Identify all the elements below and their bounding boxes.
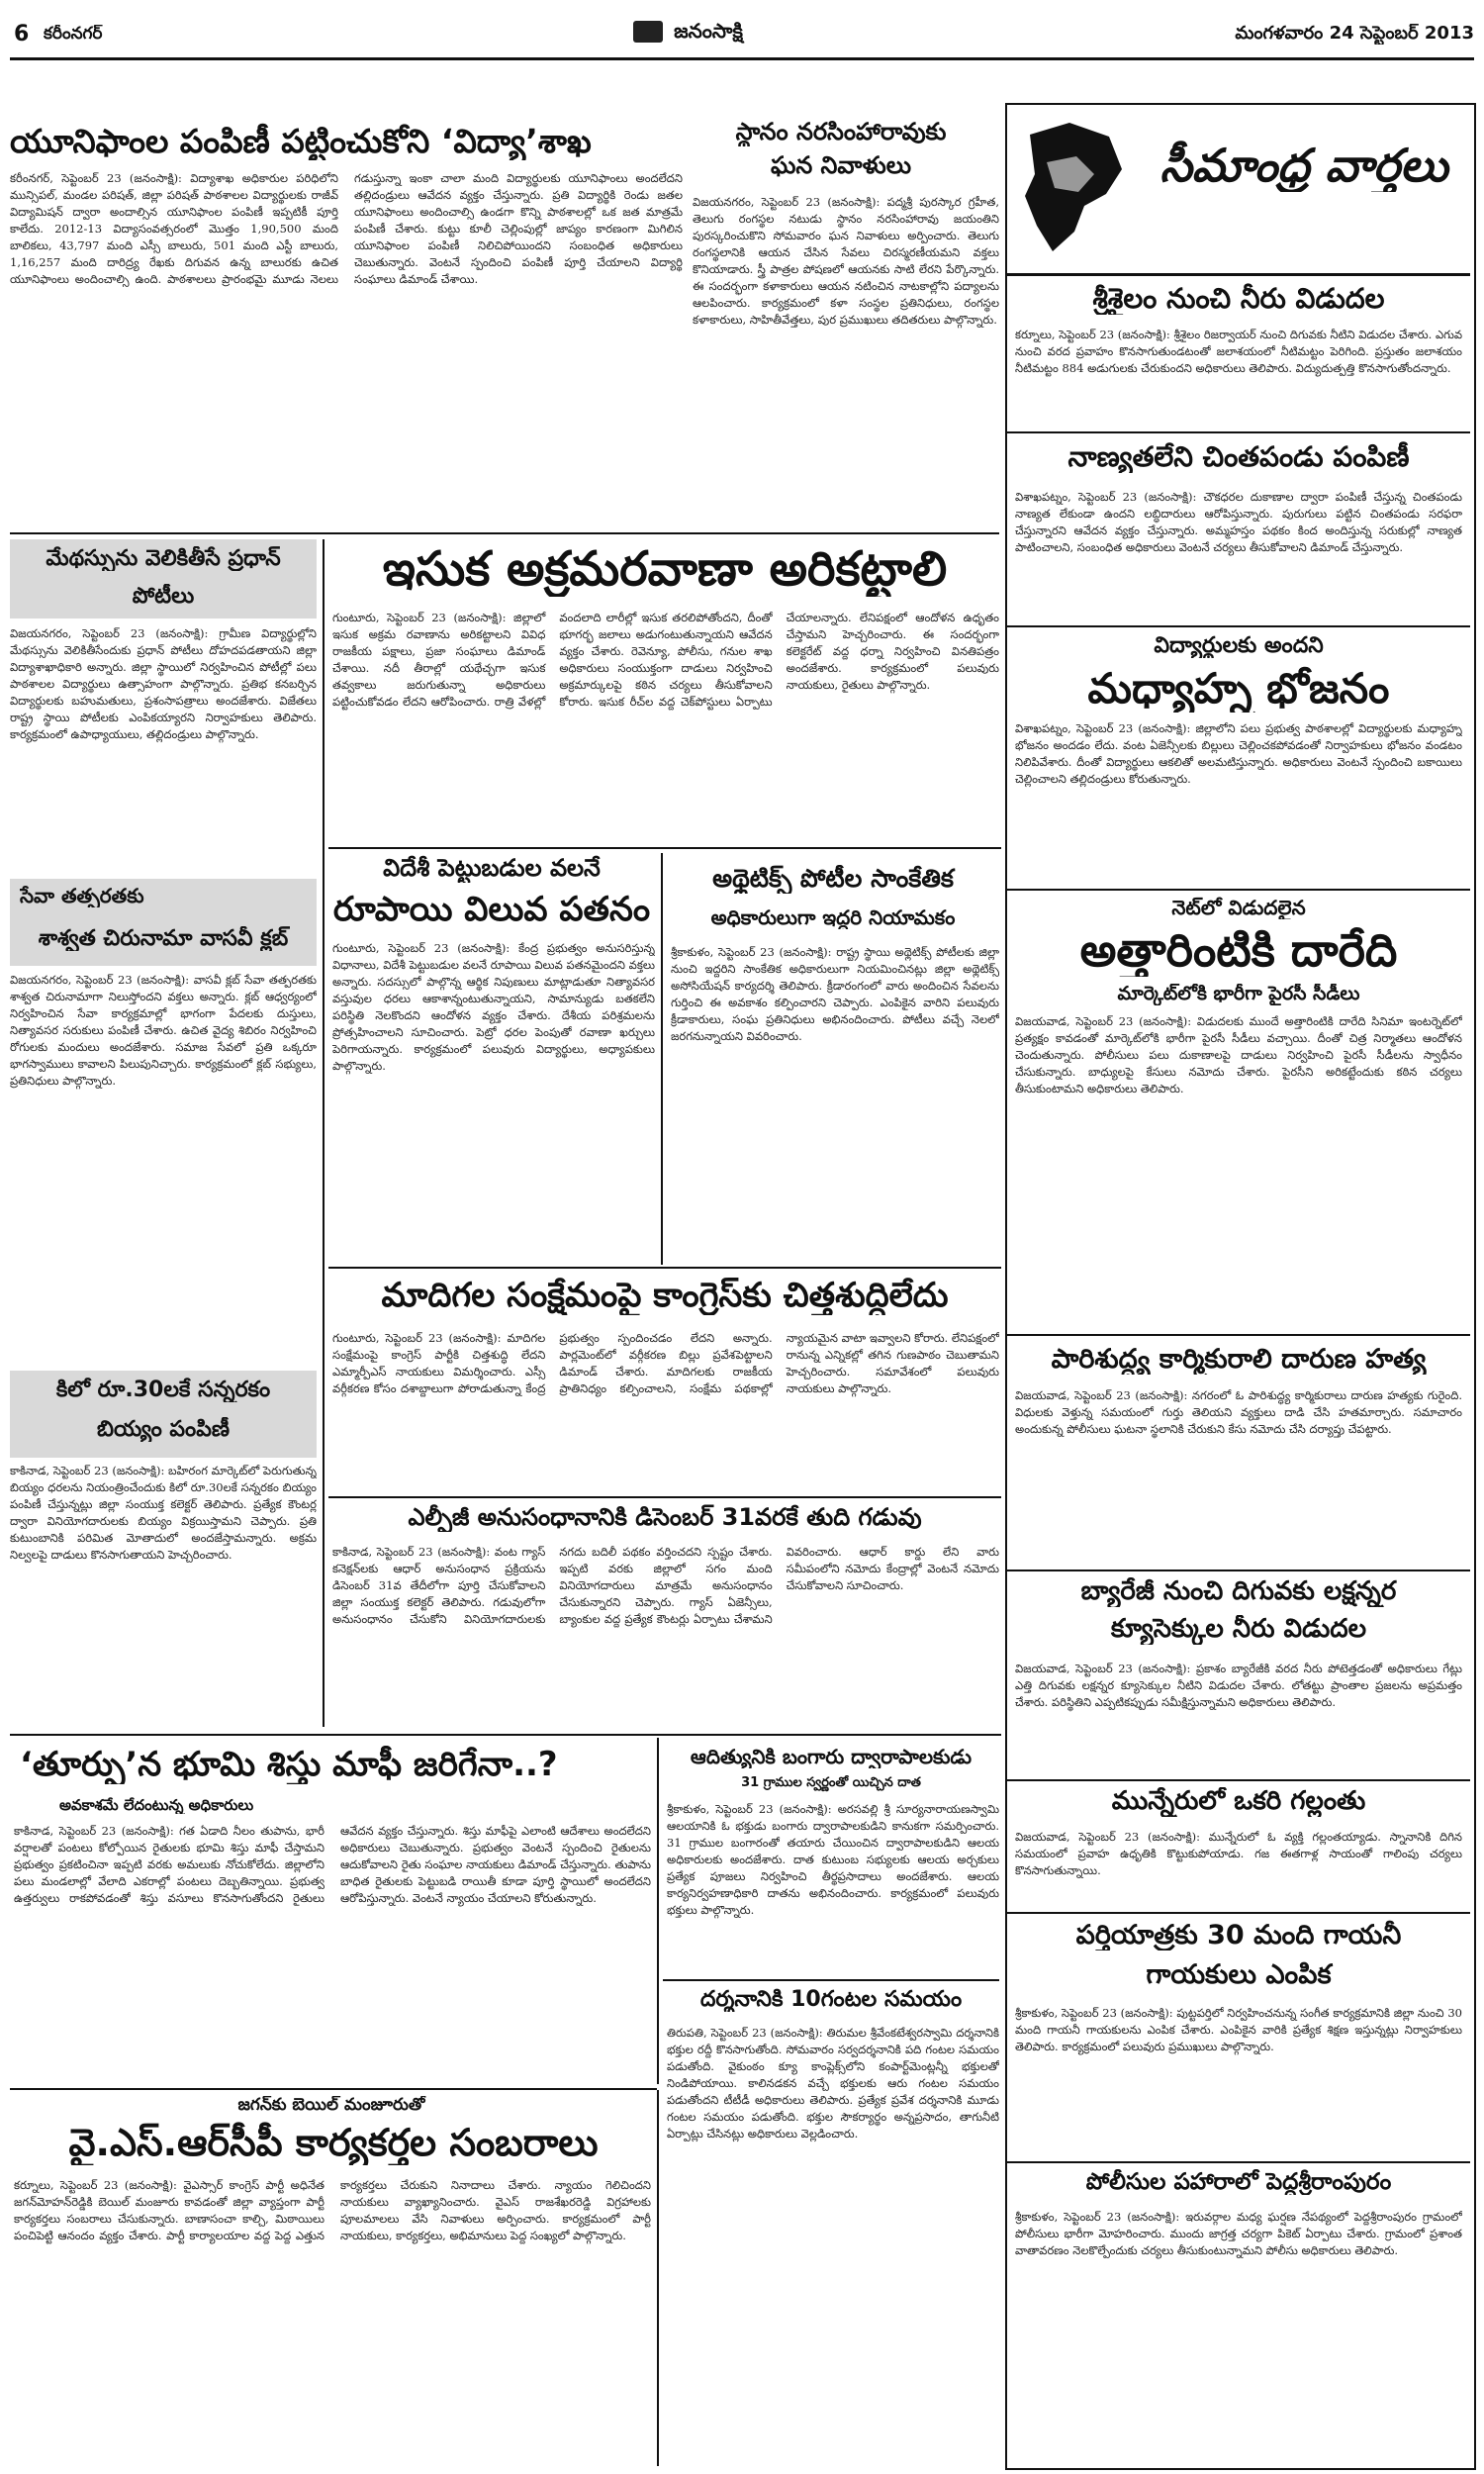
article-body-police: శ్రీకాకుళం, సెప్టెంబర్ 23 (జనంసాక్షి): ఇరువర్గాల మధ్య ఘర్షణ నేపథ్యంలో పెద్దశ్రీరాంపురం గ్రామంలో పోలీసులు భారీగా మోహరించారు. ముందు జాగ్రత్త చర్యగా పికెట్ ఏర్పాటు చేశారు. గ్రామంలో ప్రశాంత వాతావరణం నెలకొల్పేందుకు చర్యలు తీసుకుంటున్నామని పోలీసు అధికారులు తెలిపారు. xyxy=(1015,2210,1462,2258)
divider xyxy=(328,1496,1001,1498)
logo-icon xyxy=(633,21,663,43)
divider xyxy=(1007,2161,1470,2163)
headline-athletics-1: అథ్లెటిక్స్ పోటీల సాంకేతిక xyxy=(712,865,954,893)
headline-tamarind: నాణ్యతలేని చింతపండు పంపిణీ xyxy=(1067,441,1410,473)
headline-darshan: దర్శనానికి 10గంటల సమయం xyxy=(699,1987,963,2012)
andhra-map-icon xyxy=(1015,115,1134,263)
divider xyxy=(1007,1570,1470,1571)
headline-lpg: ఎల్పీజీ అనుసంధానానికి డిసెంబర్ 31వరకే తుది గడువు xyxy=(408,1504,922,1531)
sidebar-banner-title: సీమాంధ్ర వార్తలు xyxy=(1159,140,1448,192)
headline-rupee-2: రూపాయి విలువ పతనం xyxy=(332,891,651,929)
divider xyxy=(663,1979,999,1981)
headline-madiga: మాదిగల సంక్షేమంపై కాంగ్రెస్‌కు చిత్తశుద్ధిలేదు xyxy=(381,1277,949,1315)
masthead xyxy=(0,0,1484,59)
article-body-athletics: శ్రీకాకుళం, సెప్టెంబర్ 23 (జనంసాక్షి): రాష్ట్ర స్థాయి అథ్లెటిక్స్ పోటీలకు జిల్లా నుంచి ఇద్దరిని సాంకేతిక అధికారులుగా నియమించినట్లు జిల్లా అథ్లెటిక్స్ అసోసియేషన్ కార్యదర్శి తెలిపారు. క్రీడారంగంలో వారు అందించిన సేవలను గుర్తించి ఈ అవకాశం కల్పించారని చెప్పారు. ఎంపికైన వారిని పలువురు క్రీడాకారులు, సంఘ ప్రతినిధులు అభినందించారు. పోటీలు వచ్చే నెలలో జరగనున్నాయని వివరించారు. xyxy=(671,945,999,1044)
headline-police: పోలీసుల పహారాలో పెద్దశ్రీరాంపురం xyxy=(1085,2169,1392,2195)
edition-name: కరీంనగర్ xyxy=(44,25,103,44)
kicker-ysrcp: జగన్‌కు బెయిల్ మంజూరుతో xyxy=(237,2096,425,2115)
article-body-piracy: విజయవాడ, సెప్టెంబర్ 23 (జనంసాక్షి): విడుదలకు ముందే అత్తారింటికి దారేది సినిమా ఇంటర్నెట్‌లో ప్రత్యక్షం కావడంతో మార్కెట్‌లోకి భారీగా పైరసీ సీడీలు వచ్చాయి. దీంతో చిత్ర నిర్మాతలు ఆందోళన చెందుతున్నారు. పోలీసులు పలు దుకాణాలపై దాడులు నిర్వహించి పైరసీ సీడీలను స్వాధీనం చేసుకున్నారు. బాధ్యులపై కేసులు నమోదు చేశారు. పైరసీని అరికట్టేందుకు కఠిన చర్యలు తీసుకుంటామని అధికారులు తెలిపారు. xyxy=(1015,1014,1462,1096)
divider xyxy=(10,532,999,534)
headline-temple-1: ఆదిత్యునికి బంగారు ద్వారాపాలకుడు xyxy=(690,1746,973,1768)
article-body-munneru: విజయవాడ, సెప్టెంబర్ 23 (జనంసాక్షి): మున్నేరులో ఓ వ్యక్తి గల్లంతయ్యాడు. స్నానానికి దిగిన సమయంలో ప్రవాహ ఉధృతికి కొట్టుకుపోయాడు. గజ ఈతగాళ్ల సాయంతో గాలింపు చర్యలు కొనసాగుతున్నాయి. xyxy=(1015,1830,1462,1878)
headline-vasavi-1: సేవా తత్పరతకు xyxy=(20,885,144,907)
column-rule xyxy=(661,853,663,1265)
article-body-srisailam: కర్నూలు, సెప్టెంబర్ 23 (జనంసాక్షి): శ్రీశైలం రిజర్వాయర్ నుంచి దిగువకు నీటిని విడుదల చేశారు. ఎగువ నుంచి వరద ప్రవాహం కొనసాగుతుండటంతో జలాశయంలో నీటిమట్టం పెరిగింది. ప్రస్తుతం జలాశయం నీటిమట్టం 884 అడుగులకు చేరుకుందని అధికారులు తెలిపారు. విద్యుదుత్పత్తి కొనసాగుతోందన్నారు. xyxy=(1015,328,1462,376)
divider xyxy=(10,2088,657,2090)
divider xyxy=(10,1734,1001,1736)
article-body-meals: విశాఖపట్నం, సెప్టెంబర్ 23 (జనంసాక్షి): జిల్లాలోని పలు ప్రభుత్వ పాఠశాలల్లో విద్యార్థులకు మధ్యాహ్న భోజనం అందడం లేదు. వంట ఏజెన్సీలకు బిల్లులు చెల్లించకపోవడంతో నిర్వాహకులు భోజనం వండటం నిలిపివేశారు. దీంతో విద్యార్థులు ఆకలితో అలమటిస్తున్నారు. అధికారులు వెంటనే స్పందించి బకాయిలు చెల్లించాలని తల్లిదండ్రులు కోరుతున్నారు. xyxy=(1015,721,1462,787)
divider xyxy=(1007,431,1470,433)
headline-ysrcp: వై.ఎస్.ఆర్‌సీపీ కార్యకర్తల సంబరాలు xyxy=(68,2122,599,2164)
divider xyxy=(1007,1912,1470,1914)
article-body-vasavi: విజయనగరం, సెప్టెంబర్ 23 (జనంసాక్షి): వాసవీ క్లబ్ సేవా తత్పరతకు శాశ్వత చిరునామాగా నిలుస్తోందని వక్తలు అన్నారు. క్లబ్ ఆధ్వర్యంలో నిర్వహించిన సేవా కార్యక్రమాల్లో భాగంగా పేదలకు దుస్తులు, నిత్యావసర సరుకులు పంపిణీ చేశారు. ఉచిత వైద్య శిబిరం నిర్వహించి రోగులకు మందులు అందజేశారు. సమాజ సేవలో ప్రతి ఒక్కరూ భాగస్వాములు కావాలని పిలుపునిచ్చారు. కార్యక్రమంలో క్లబ్ సభ్యులు, ప్రతినిధులు పాల్గొన్నారు. xyxy=(10,973,317,1089)
article-body-land-tax: కాకినాడ, సెప్టెంబర్ 23 (జనంసాక్షి): గత ఏడాది నీలం తుపాను, భారీ వర్షాలతో పంటలు కోల్పోయిన రైతులకు భూమి శిస్తు మాఫీ చేస్తామని ప్రభుత్వం ప్రకటించినా ఇప్పటి వరకు అమలుకు నోచుకోలేదు. జిల్లాలోని పలు మండలాల్లో వేలాది ఎకరాల్లో పంటలు దెబ్బతిన్నాయి. ప్రభుత్వ ఉత్తర్వులు రాకపోవడంతో శిస్తు వసూలు కొనసాగుతోందని రైతులు ఆవేదన వ్యక్తం చేస్తున్నారు. శిస్తు మాఫీపై ఎలాంటి ఆదేశాలు అందలేదని అధికారులు చెబుతున్నారు. ప్రభుత్వం వెంటనే స్పందించి రైతులను ఆదుకోవాలని రైతు సంఘాల నాయకులు డిమాండ్ చేస్తున్నారు. తుపాను బాధిత రైతులకు పెట్టుబడి రాయితీ కూడా పూర్తి స్థాయిలో అందలేదని ఆరోపిస్తున్నారు. వెంటనే న్యాయం చేయాలని కోరుతున్నారు. xyxy=(14,1824,651,1906)
logo-text: జనంసాక్షి xyxy=(674,20,743,43)
headline-athletics-2: అధికారులుగా ఇద్దరి నియామకం xyxy=(710,906,956,929)
sidebar-banner xyxy=(1007,105,1470,276)
headline-barrage-2: క్యూసెక్కుల నీరు విడుదల xyxy=(1110,1615,1367,1644)
column-rule xyxy=(323,539,325,1727)
article-body-barrage: విజయవాడ, సెప్టెంబర్ 23 (జనంసాక్షి): ప్రకాశం బ్యారేజీకి వరద నీరు పోటెత్తడంతో అధికారులు గేట్లు ఎత్తి దిగువకు లక్షన్నర క్యూసెక్కుల నీటిని విడుదల చేశారు. లోతట్టు ప్రాంతాల ప్రజలను అప్రమత్తం చేశారు. పరిస్థితిని ఎప్పటికప్పుడు సమీక్షిస్తున్నామని అధికారులు తెలిపారు. xyxy=(1015,1662,1462,1710)
subhead-land-tax: అవకాశమే లేదంటున్న అధికారులు xyxy=(59,1797,254,1814)
headline-singers-2: గాయకులు ఎంపిక xyxy=(1146,1959,1332,1990)
divider xyxy=(1007,889,1470,891)
article-body-sand: గుంటూరు, సెప్టెంబర్ 23 (జనంసాక్షి): జిల్లాలో ఇసుక అక్రమ రవాణాను అరికట్టాలని వివిధ రాజకీయ పక్షాలు, ప్రజా సంఘాలు డిమాండ్ చేశాయి. నదీ తీరాల్లో యథేచ్ఛగా ఇసుక తవ్వకాలు జరుగుతున్నా అధికారులు పట్టించుకోవడం లేదని ఆరోపించారు. రాత్రి వేళల్లో వందలాది లారీల్లో ఇసుక తరలిపోతోందని, దీంతో భూగర్భ జలాలు అడుగంటుతున్నాయని ఆవేదన వ్యక్తం చేశారు. రెవెన్యూ, పోలీసు, గనుల శాఖ అధికారులు సంయుక్తంగా దాడులు నిర్వహించి అక్రమార్కులపై కఠిన చర్యలు తీసుకోవాలని కోరారు. ఇసుక రీచ్‌ల వద్ద చెక్‌పోస్టులు ఏర్పాటు చేయాలన్నారు. లేనిపక్షంలో ఆందోళన ఉధృతం చేస్తామని హెచ్చరించారు. ఈ సందర్భంగా కలెక్టరేట్ వద్ద ధర్నా నిర్వహించి వినతిపత్రం అందజేశారు. కార్యక్రమంలో పలువురు నాయకులు, రైతులు పాల్గొన్నారు. xyxy=(332,611,999,710)
kicker-piracy: నెట్‌లో విడుదలైన xyxy=(1171,897,1306,919)
headline-sand: ఇసుక అక్రమరవాణా అరికట్టాలి xyxy=(382,542,948,597)
divider xyxy=(1007,1779,1470,1781)
headline-rice-1: కిలో రూ.30లకే సన్నరకం xyxy=(55,1378,271,1402)
divider xyxy=(1007,1334,1470,1336)
article-body-pradhan: విజయనగరం, సెప్టెంబర్ 23 (జనంసాక్షి): గ్రామీణ విద్యార్థుల్లోని మేథస్సును వెలికితీసేందుకు ప్రధాన్ పోటీలు దోహదపడతాయని జిల్లా విద్యాశాఖాధికారి అన్నారు. జిల్లా స్థాయిలో నిర్వహించిన పోటీల్లో పలు పాఠశాలల విద్యార్థులు ఉత్సాహంగా పాల్గొన్నారు. ప్రతిభ కనబర్చిన విద్యార్థులకు బహుమతులు, ప్రశంసాపత్రాలు అందజేశారు. విజేతలు రాష్ట్ర స్థాయి పోటీలకు ఎంపికయ్యారని నిర్వాహకులు తెలిపారు. కార్యక్రమంలో ఉపాధ్యాయులు, తల్లిదండ్రులు పాల్గొన్నారు. xyxy=(10,626,317,742)
page-number: 6 xyxy=(14,22,30,47)
article-body-madiga: గుంటూరు, సెప్టెంబర్ 23 (జనంసాక్షి): మాదిగల సంక్షేమంపై కాంగ్రెస్ పార్టీకి చిత్తశుద్ధి లేదని ఎమ్మార్పీఎస్ నాయకులు విమర్శించారు. ఎస్సీ వర్గీకరణ కోసం దశాబ్దాలుగా పోరాడుతున్నా కేంద్ర ప్రభుత్వం స్పందించడం లేదని అన్నారు. పార్లమెంట్‌లో వర్గీకరణ బిల్లు ప్రవేశపెట్టాలని డిమాండ్ చేశారు. మాదిగలకు రాజకీయ ప్రాతినిధ్యం కల్పించాలని, సంక్షేమ పథకాల్లో న్యాయమైన వాటా ఇవ్వాలని కోరారు. లేనిపక్షంలో రానున్న ఎన్నికల్లో తగిన గుణపాఠం చెబుతామని హెచ్చరించారు. సమావేశంలో పలువురు నాయకులు పాల్గొన్నారు. xyxy=(332,1331,999,1396)
headline-murder: పారిశుద్ధ్య కార్మికురాలి దారుణ హత్య xyxy=(1051,1344,1427,1375)
article-body-tamarind: విశాఖపట్నం, సెప్టెంబర్ 23 (జనంసాక్షి): చౌకధరల దుకాణాల ద్వారా పంపిణీ చేస్తున్న చింతపండు నాణ్యత లేకుండా ఉందని లబ్ధిదారులు ఆరోపిస్తున్నారు. పురుగులు పట్టిన చింతపండు సరఫరా చేస్తున్నారని ఆవేదన వ్యక్తం చేస్తున్నారు. అమ్మహస్తం పథకం కింద అందిస్తున్న సరుకుల్లో నాణ్యత పాటించాలని, సంబంధిత అధికారులు వెంటనే చర్యలు తీసుకోవాలని డిమాండ్ చేస్తున్నారు. xyxy=(1015,490,1462,555)
subhead-piracy: మార్కెట్‌లోకి భారీగా పైరసీ సీడీలు xyxy=(1117,984,1360,1004)
headline-land-tax: ‘తూర్పు’న భూమి శిస్తు మాఫీ జరిగేనా..? xyxy=(20,1746,558,1784)
headline-pradhan-1: మేథస్సును వెలికితీసే ప్రధాన్ xyxy=(46,546,281,571)
article-body-rupee: గుంటూరు, సెప్టెంబర్ 23 (జనంసాక్షి): కేంద్ర ప్రభుత్వం అనుసరిస్తున్న విధానాలు, విదేశీ పెట్టుబడుల వలనే రూపాయి విలువ పతనమైందని వక్తలు అన్నారు. సదస్సులో పాల్గొన్న ఆర్థిక నిపుణులు మాట్లాడుతూ నిత్యావసర వస్తువుల ధరలు ఆకాశాన్నంటుతున్నాయని, సామాన్యుడు బతకలేని పరిస్థితి నెలకొందని ఆందోళన వ్యక్తం చేశారు. దేశీయ పరిశ్రమలను ప్రోత్సహించాలని సూచించారు. పెట్రో ధరల పెంపుతో రవాణా ఖర్చులు పెరిగాయన్నారు. కార్యక్రమంలో పలువురు విద్యార్థులు, అధ్యాపకులు పాల్గొన్నారు. xyxy=(332,941,655,1074)
article-body-temple: శ్రీకాకుళం, సెప్టెంబర్ 23 (జనంసాక్షి): అరసవల్లి శ్రీ సూర్యనారాయణస్వామి ఆలయానికి ఓ భక్తుడు బంగారు ద్వారాపాలకుడిని కానుకగా సమర్పించారు. 31 గ్రాముల బంగారంతో తయారు చేయించిన ద్వారాపాలకుడిని ఆలయ అధికారులకు అందజేశారు. దాత కుటుంబ సభ్యులకు ఆలయ అర్చకులు ప్రత్యేక పూజలు నిర్వహించి తీర్థప్రసాదాలు అందజేశారు. ఆలయ కార్యనిర్వహణాధికారి దాతను అభినందించారు. కార్యక్రమంలో పలువురు భక్తులు పాల్గొన్నారు. xyxy=(667,1802,999,1918)
divider xyxy=(1007,625,1470,627)
article-body-sthanam: విజయనగరం, సెప్టెంబర్ 23 (జనంసాక్షి): పద్మశ్రీ పురస్కార గ్రహీత, తెలుగు రంగస్థల నటుడు స్థానం నరసింహారావు జయంతిని పురస్కరించుకొని సోమవారం ఘన నివాళులు అర్పించారు. తెలుగు రంగస్థలానికి ఆయన చేసిన సేవలు చిరస్మరణీయమని వక్తలు కొనియాడారు. స్త్రీ పాత్రల పోషణలో ఆయనకు సాటి లేరని పేర్కొన్నారు. ఈ సందర్భంగా కళాకారులు ఆయన నటించిన నాటకాల్లోని పద్యాలను ఆలపించారు. కార్యక్రమంలో కళా సంస్థల ప్రతినిధులు, రంగస్థల కళాకారులు, సాహితీవేత్తలు, పుర ప్రముఖులు తదితరులు పాల్గొన్నారు. xyxy=(693,195,999,328)
headline-uniforms: యూనిఫాంల పంపిణీ పట్టించుకోని ‘విద్యా’శాఖ xyxy=(10,123,592,160)
article-body-darshan: తిరుపతి, సెప్టెంబర్ 23 (జనంసాక్షి): తిరుమల శ్రీవేంకటేశ్వరస్వామి దర్శనానికి భక్తుల రద్దీ కొనసాగుతోంది. సోమవారం సర్వదర్శనానికి పది గంటల సమయం పడుతోంది. వైకుంఠం క్యూ కాంప్లెక్స్‌లోని కంపార్ట్‌మెంట్లన్నీ భక్తులతో నిండిపోయాయి. కాలినడకన వచ్చే భక్తులకు ఆరు గంటల సమయం పడుతోందని టీటీడీ అధికారులు తెలిపారు. ప్రత్యేక ప్రవేశ దర్శనానికి మూడు గంటల సమయం పడుతోంది. భక్తుల సౌకర్యార్థం అన్నప్రసాదం, తాగునీటి ఏర్పాట్లు చేసినట్లు అధికారులు వెల్లడించారు. xyxy=(667,2026,999,2141)
article-body-rice: కాకినాడ, సెప్టెంబర్ 23 (జనంసాక్షి): బహిరంగ మార్కెట్‌లో పెరుగుతున్న బియ్యం ధరలను నియంత్రించేందుకు కిలో రూ.30లకే సన్నరకం బియ్యం పంపిణీ చేస్తున్నట్లు జిల్లా సంయుక్త కలెక్టర్ తెలిపారు. ప్రత్యేక కౌంటర్ల ద్వారా వినియోగదారులకు బియ్యం విక్రయిస్తామని చెప్పారు. ప్రతి కుటుంబానికి పరిమిత మోతాదులో అందజేస్తామన్నారు. అక్రమ నిల్వలపై దాడులు కొనసాగుతాయని హెచ్చరించారు. xyxy=(10,1464,317,1563)
headline-rice-2: బియ్యం పంపిణీ xyxy=(96,1417,231,1442)
headline-barrage-1: బ్యారేజీ నుంచి దిగువకు లక్షన్నర xyxy=(1080,1577,1397,1606)
headline-rupee-1: విదేశీ పెట్టుబడుల వలనే xyxy=(383,855,601,882)
headline-temple-2: 31 గ్రాముల స్వర్ణంతో యిచ్చిన దాత xyxy=(741,1775,921,1790)
headline-vasavi-2: శాశ్వత చిరునామా వాసవీ క్లబ్ xyxy=(38,926,289,951)
article-body-ysrcp: కర్నూలు, సెప్టెంబర్ 23 (జనంసాక్షి): వైఎస్సార్ కాంగ్రెస్ పార్టీ అధినేత జగన్‌మోహన్‌రెడ్డికి బెయిల్ మంజూరు కావడంతో జిల్లా వ్యాప్తంగా పార్టీ కార్యకర్తలు సంబరాలు చేసుకున్నారు. బాణాసంచా కాల్చి, మిఠాయిలు పంచిపెట్టి ఆనందం వ్యక్తం చేశారు. పార్టీ కార్యాలయాల వద్ద పెద్ద ఎత్తున కార్యకర్తలు చేరుకుని నినాదాలు చేశారు. న్యాయం గెలిచిందని నాయకులు వ్యాఖ్యానించారు. వైఎస్ రాజశేఖరరెడ్డి విగ్రహాలకు పూలమాలలు వేసి నివాళులు అర్పించారు. కార్యక్రమంలో పార్టీ నాయకులు, కార్యకర్తలు, అభిమానులు పెద్ద సంఖ్యలో పాల్గొన్నారు. xyxy=(14,2178,651,2243)
headline-meals-2: మధ్యాహ్న భోజనం xyxy=(1087,665,1390,713)
headline-meals-1: విద్యార్థులకు అందని xyxy=(1154,633,1324,658)
article-body-lpg: కాకినాడ, సెప్టెంబర్ 23 (జనంసాక్షి): వంట గ్యాస్ కనెక్షన్‌లకు ఆధార్ అనుసంధాన ప్రక్రియను డిసెంబర్ 31వ తేదీలోగా పూర్తి చేసుకోవాలని జిల్లా సంయుక్త కలెక్టర్ తెలిపారు. గడువులోగా అనుసంధానం చేసుకోని వినియోగదారులకు నగదు బదిలీ పథకం వర్తించదని స్పష్టం చేశారు. ఇప్పటి వరకు జిల్లాలో సగం మంది వినియోగదారులు మాత్రమే అనుసంధానం చేసుకున్నారని చెప్పారు. గ్యాస్ ఏజెన్సీలు, బ్యాంకుల వద్ద ప్రత్యేక కౌంటర్లు ఏర్పాటు చేశామని వివరించారు. ఆధార్ కార్డు లేని వారు సమీపంలోని నమోదు కేంద్రాల్లో వెంటనే నమోదు చేసుకోవాలని సూచించారు. xyxy=(332,1545,999,1627)
divider xyxy=(328,847,1001,849)
column-rule xyxy=(657,1738,659,2084)
column-rule xyxy=(657,2090,659,2466)
article-body-singers: శ్రీకాకుళం, సెప్టెంబర్ 23 (జనంసాక్షి): పుట్టపర్తిలో నిర్వహించనున్న సంగీత కార్యక్రమానికి జిల్లా నుంచి 30 మంది గాయనీ గాయకులను ఎంపిక చేశారు. ఎంపికైన వారికి ప్రత్యేక శిక్షణ ఇస్తున్నట్లు నిర్వాహకులు తెలిపారు. కార్యక్రమంలో పలువురు ప్రముఖులు పాల్గొన్నారు. xyxy=(1015,2006,1462,2054)
headline-srisailam: శ్రీశైలం నుంచి నీరు విడుదల xyxy=(1092,283,1385,315)
headline-piracy: అత్తారింటికి దారేది xyxy=(1079,924,1398,977)
headline-singers-1: పర్తియాత్రకు 30 మంది గాయనీ xyxy=(1075,1920,1402,1951)
logo xyxy=(633,20,851,49)
headline-sthanam-1: స్థానం నరసింహారావుకు xyxy=(735,119,947,145)
article-body-uniforms: కరీంనగర్, సెప్టెంబర్ 23 (జనంసాక్షి): విద్యాశాఖ అధికారుల పరిధిలోని మున్సిపల్, మండల పరిషత్, జిల్లా పరిషత్ పాఠశాలల విద్యార్థులకు రాజీవ్ విద్యామిషన్ ద్వారా అందాల్సిన యూనిఫాంల పంపిణీ ఇప్పటికీ పూర్తి కాలేదు. 2012-13 విద్యాసంవత్సరంలో మొత్తం 1,90,500 మంది బాలికలు, 43,797 మంది ఎస్సీ బాలురు, 501 మంది ఎస్టీ బాలురు, 1,16,257 మంది దారిద్ర్య రేఖకు దిగువన ఉన్న బాలురకు ఉచిత యూనిఫాంలు అందించాల్సి ఉంది. పాఠశాలలు ప్రారంభమై మూడు నెలలు గడుస్తున్నా ఇంకా చాలా మంది విద్యార్థులకు యూనిఫాంలు అందలేదని తల్లిదండ్రులు ఆవేదన వ్యక్తం చేస్తున్నారు. ప్రతి విద్యార్థికి రెండు జతల యూనిఫాంలు అందించాల్సి ఉండగా కొన్ని పాఠశాలల్లో ఒక జత మాత్రమే పంపిణీ చేశారు. కుట్టు కూలీ చెల్లింపుల్లో జాప్యం కారణంగా మిగిలిన యూనిఫాంల పంపిణీ నిలిచిపోయిందని సంబంధిత అధికారులు చెబుతున్నారు. వెంటనే స్పందించి పంపిణీ పూర్తి చేయాలని విద్యార్థి సంఘాలు డిమాండ్ చేశాయి. xyxy=(10,171,683,287)
headline-sthanam-2: ఘన నివాళులు xyxy=(770,152,912,179)
issue-date: మంగళవారం 24 సెప్టెంబర్ 2013 xyxy=(1235,24,1474,44)
headline-pradhan-2: పోటీలు xyxy=(132,584,195,609)
headline-munneru: మున్నేరులో ఒకరి గల్లంతు xyxy=(1111,1787,1366,1816)
article-body-murder: విజయవాడ, సెప్టెంబర్ 23 (జనంసాక్షి): నగరంలో ఓ పారిశుద్ధ్య కార్మికురాలు దారుణ హత్యకు గురైంది. విధులకు వెళ్తున్న సమయంలో గుర్తు తెలియని వ్యక్తులు దాడి చేసి హతమార్చారు. సమాచారం అందుకున్న పోలీసులు ఘటనా స్థలానికి చేరుకుని కేసు నమోదు చేసి దర్యాప్తు చేపట్టారు. xyxy=(1015,1388,1462,1437)
masthead-rule xyxy=(10,57,1474,60)
divider xyxy=(328,1267,1001,1269)
